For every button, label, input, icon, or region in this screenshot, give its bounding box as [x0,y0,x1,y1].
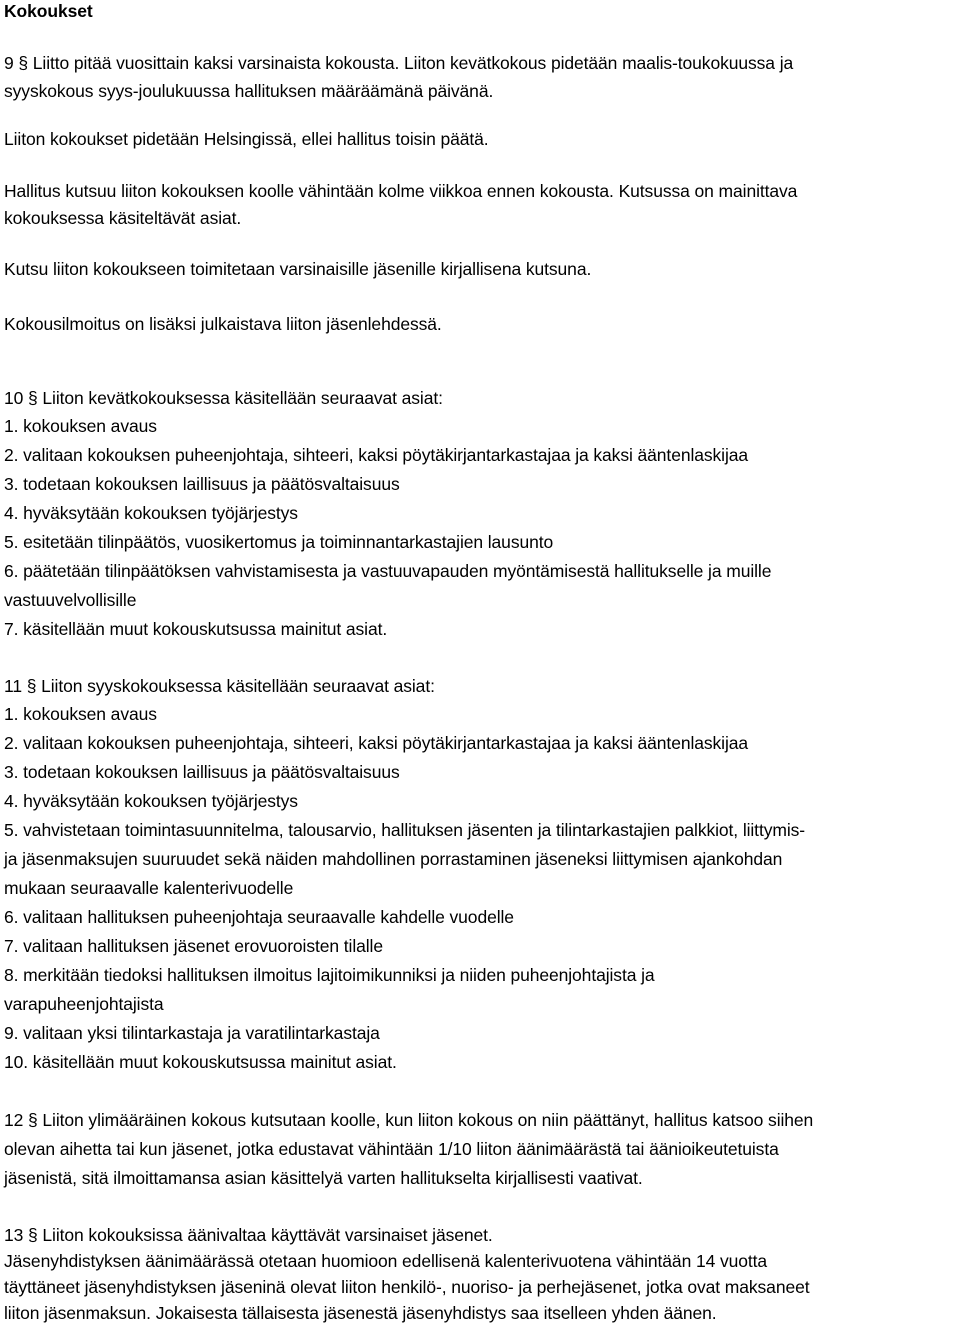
section-10-item: vastuuvelvollisille [4,590,137,610]
section-9-paragraph-3-line-2: kokouksessa käsiteltävät asiat. [4,208,242,228]
section-11-item: 3. todetaan kokouksen laillisuus ja päätösvaltaisuus [4,762,400,782]
section-9-paragraph-5: Kokousilmoitus on lisäksi julkaistava liiton jäsenlehdessä. [4,314,442,334]
section-11-item: varapuheenjohtajista [4,994,164,1014]
section-12-line-2: olevan aihetta tai kun jäsenet, jotka edustavat vähintään 1/10 liiton äänimäärästä tai äänioikeutetuista [4,1139,779,1159]
section-9-line-1: 9 § Liitto pitää vuosittain kaksi varsinaista kokousta. Liiton kevätkokous pidetään maalis-toukokuussa ja [4,53,794,73]
section-13-line-4: liiton jäsenmaksun. Jokaisesta tällaisesta jäsenestä jäsenyhdistys saa itselleen yhden äänen. [4,1303,717,1323]
section-9-paragraph-4: Kutsu liiton kokoukseen toimitetaan varsinaisille jäsenille kirjallisena kutsuna. [4,259,592,279]
section-11-item: 10. käsitellään muut kokouskutsussa mainitut asiat. [4,1052,397,1072]
section-11-item: 2. valitaan kokouksen puheenjohtaja, sihteeri, kaksi pöytäkirjantarkastajaa ja kaksi ääntenlaskijaa [4,733,749,753]
section-11-item: 6. valitaan hallituksen puheenjohtaja seuraavalle kahdelle vuodelle [4,907,514,927]
section-11-item: 7. valitaan hallituksen jäsenet erovuoroisten tilalle [4,936,383,956]
section-10-item: 3. todetaan kokouksen laillisuus ja päätösvaltaisuus [4,474,400,494]
section-11-item: 4. hyväksytään kokouksen työjärjestys [4,791,298,811]
section-11-item: 5. vahvistetaan toimintasuunnitelma, talousarvio, hallituksen jäsenten ja tilintarkastajien palkkiot, liittymis- [4,820,806,840]
section-9-paragraph-3-line-1: Hallitus kutsuu liiton kokouksen koolle vähintään kolme viikkoa ennen kokousta. Kutsussa on mainittava [4,181,798,201]
section-10-item: 2. valitaan kokouksen puheenjohtaja, sihteeri, kaksi pöytäkirjantarkastajaa ja kaksi ääntenlaskijaa [4,445,749,465]
section-12-line-1: 12 § Liiton ylimääräinen kokous kutsutaan koolle, kun liiton kokous on niin päättänyt, hallitus katsoo siihen [4,1110,814,1130]
section-11-item: ja jäsenmaksujen suuruudet sekä näiden mahdollinen porrastaminen jäseneksi liittymisen ajankohdan [4,849,783,869]
section-10-item: 4. hyväksytään kokouksen työjärjestys [4,503,298,523]
section-10-item: 5. esitetään tilinpäätös, vuosikertomus ja toiminnantarkastajien lausunto [4,532,554,552]
section-10-item: 1. kokouksen avaus [4,416,157,436]
section-11-item: 9. valitaan yksi tilintarkastaja ja varatilintarkastaja [4,1023,380,1043]
section-13-line-1: 13 § Liiton kokouksissa äänivaltaa käyttävät varsinaiset jäsenet. [4,1225,493,1245]
section-12-line-3: jäsenistä, sitä ilmoittamansa asian käsittelyä varten hallitukselta kirjallisesti vaativat. [4,1168,643,1188]
page-title: Kokoukset [4,1,93,21]
section-13-line-3: täyttäneet jäsenyhdistyksen jäseninä olevat liiton henkilö-, nuoriso- ja perhejäsenet, jotka ovat maksaneet [4,1277,810,1297]
section-11-heading: 11 § Liiton syyskokouksessa käsitellään seuraavat asiat: [4,676,435,696]
section-11-item: mukaan seuraavalle kalenterivuodelle [4,878,294,898]
section-10-item: 6. päätetään tilinpäätöksen vahvistamisesta ja vastuuvapauden myöntämisestä hallitukselle ja muille [4,561,772,581]
section-11-item: 1. kokouksen avaus [4,704,157,724]
section-9-line-2: syyskokous syys-joulukuussa hallituksen määräämänä päivänä. [4,81,494,101]
section-9-paragraph-2: Liiton kokoukset pidetään Helsingissä, ellei hallitus toisin päätä. [4,129,489,149]
section-11-item: 8. merkitään tiedoksi hallituksen ilmoitus lajitoimikunniksi ja niiden puheenjohtajista ja [4,965,655,985]
section-10-heading: 10 § Liiton kevätkokouksessa käsitellään seuraavat asiat: [4,388,443,408]
section-10-item: 7. käsitellään muut kokouskutsussa mainitut asiat. [4,619,388,639]
section-13-line-2: Jäsenyhdistyksen äänimäärässä otetaan huomioon edellisenä kalenterivuotena vähintään 14 vuotta [4,1251,768,1271]
